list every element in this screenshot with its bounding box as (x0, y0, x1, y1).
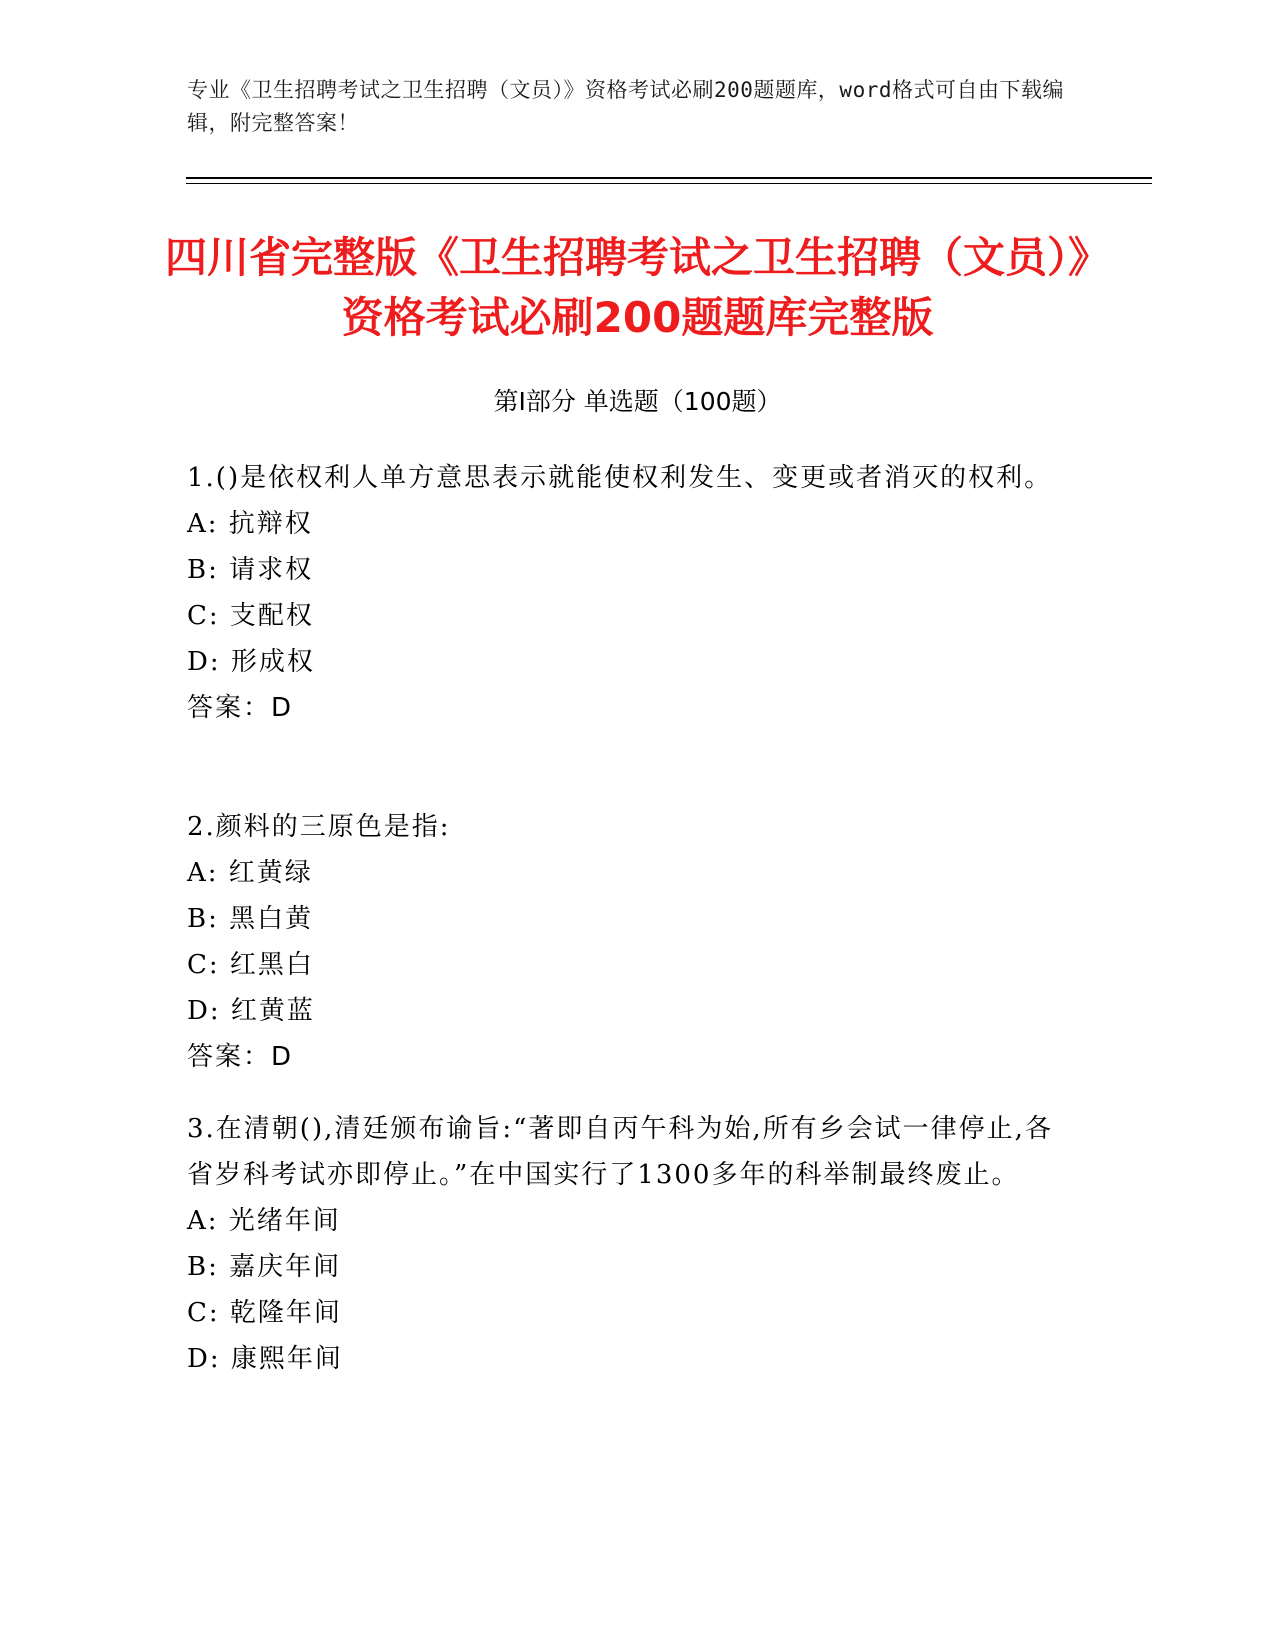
answer-line: 答案：D (187, 1042, 294, 1072)
question-text: 2.颜料的三原色是指: (187, 812, 451, 842)
question-3 (187, 1106, 1067, 1382)
option-a: A: 抗辩权 (187, 509, 313, 539)
question-2 (187, 804, 1067, 1080)
question-text: 1.()是依权利人单方意思表示就能使权利发生、变更或者消灭的权利。 (187, 463, 1053, 493)
option-d: D: 形成权 (187, 647, 315, 677)
option-d: D: 红黄蓝 (187, 996, 315, 1026)
option-c: C: 红黑白 (187, 950, 314, 980)
question-text: 3.在清朝(),清廷颁布谕旨:“著即自丙午科为始,所有乡会试一律停止,各省岁科考试亦即停止。”在中国实行了1300多年的科举制最终废止。 (187, 1114, 1053, 1190)
option-b: B: 请求权 (187, 555, 314, 585)
option-a: A: 光绪年间 (187, 1206, 341, 1236)
document-title: 四川省完整版《卫生招聘考试之卫生招聘（文员）》资格考试必刷200题题库完整版 (164, 233, 1110, 342)
option-d: D: 康熙年间 (187, 1344, 343, 1374)
header-note: 专业《卫生招聘考试之卫生招聘（文员）》资格考试必刷200题题库，word格式可自由下载编辑，附完整答案！ (187, 78, 1064, 135)
answer-line: 答案：D (187, 693, 294, 723)
header-divider-thin (186, 183, 1152, 184)
header-divider-thick (186, 177, 1152, 179)
option-a: A: 红黄绿 (187, 858, 313, 888)
option-b: B: 嘉庆年间 (187, 1252, 342, 1282)
option-c: C: 支配权 (187, 601, 314, 631)
question-1 (187, 455, 1067, 731)
option-c: C: 乾隆年间 (187, 1298, 342, 1328)
option-b: B: 黑白黄 (187, 904, 314, 934)
section-title: 第Ⅰ部分 单选题（100题） (493, 387, 782, 416)
